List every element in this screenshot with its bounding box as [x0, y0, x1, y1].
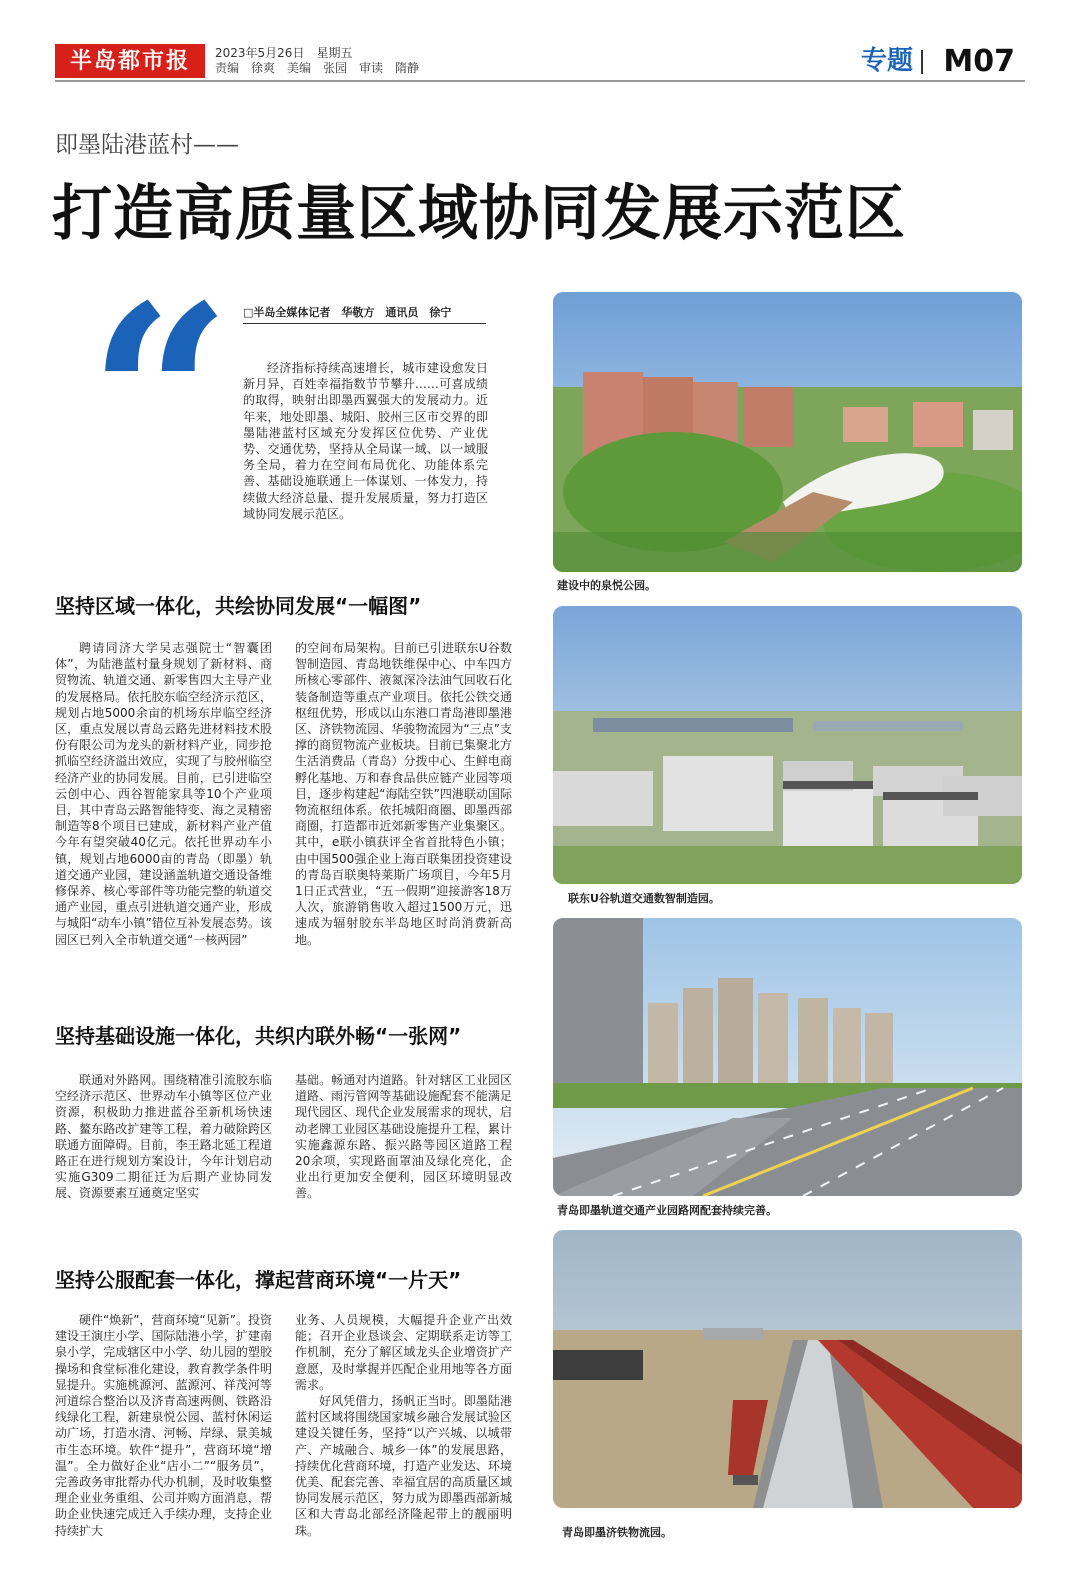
- paragraph: 硬件“焕新”，营商环境“见新”。投资建设王演庄小学、国际陆港小学，扩建南泉小学，完成辖区中小学、幼儿园的塑胶操场和食堂标准化建设，教育教学条件明显提升。实施桃源河、蓝源河、祥茂河等河道综合整治以及济青高速两侧、铁路沿线绿化工程，新建泉悦公园、蓝村休闲运动广场，打造水清、河畅、岸绿、景美城市生态环境。软件“提升”，营商环境“增温”。全力做好企业“店小二”“服务员”，完善政务审批帮办代办机制，及时收集整理企业业务重组、公司并购方面消息，帮助企业快速完成迁入手续办理，支持企业持续扩大: [55, 1313, 272, 1538]
- paragraph: 业务、人员规模，大幅提升企业产出效能；召开企业恳谈会、定期联系走访等工作机制，充分了解区域龙头企业增资扩产意愿，及时掌握并匹配企业用地等各方面需求。: [295, 1313, 512, 1392]
- issue-date: 2023年5月26日 星期五: [215, 46, 353, 60]
- section-3-column-1: [55, 1312, 272, 1539]
- byline: □半岛全媒体记者 华敬方 通讯员 徐宁: [243, 304, 486, 324]
- section-heading: 坚持公服配套一体化，撑起营商环境“一片天”: [55, 1268, 462, 1292]
- masthead-logo: 半岛都市报: [55, 44, 205, 78]
- section-2-column-2: [295, 1072, 512, 1202]
- paragraph: 联通对外路网。围绕精准引流胶东临空经济示范区、世界动车小镇等区位产业资源，积极助力推进蓝谷至新机场快速路、鳌东路改扩建等工程，着力破除跨区联通方面障碍。目前，李王路北延工程道路正在进行规划方案设计，今年计划启动实施G309二期征迁为后期产业协同发展、资源要素互通奠定坚实: [55, 1073, 272, 1201]
- editor-credits: 责编 徐爽 美编 张园 审读 隋静: [215, 61, 420, 75]
- road-highrise-image: [553, 918, 1022, 1196]
- photo-logistics: [553, 1230, 1022, 1508]
- industrial-park-image: [553, 606, 1022, 884]
- section-label: 专题: [860, 46, 913, 76]
- park-aerial-image: [553, 292, 1022, 572]
- header-divider: [921, 50, 923, 74]
- paragraph: 聘请同济大学吴志强院士“智囊团体”，为陆港蓝村量身规划了新材料、商贸物流、轨道交通、新零售四大主导产业的发展格局。依托胶东临空经济示范区，规划占地5000余亩的机场东岸临空经济区，重点发展以青岛云路先进材料技术股份有限公司为龙头的新材料产业，同步抢抓临空经济溢出效应，实现了与胶州临空经济产业的协同发展。目前，已引进临空云创中心、西谷智能家具等10个产业项目，其中青岛云路智能特变、海之灵精密制造等8个项目已建成，新材料产业产值今年有望突破40亿元。依托世界动车小镇，规划占地6000亩的青岛（即墨）轨道交通产业园，建设涵盖轨道交通设备维修保养、核心零部件等功能完整的轨道交通产业园，重点引进轨道交通产业，形成与城阳“动车小镇”错位互补发展态势。该园区已列入全市轨道交通“一核两园”: [55, 641, 272, 947]
- paragraph: 好风凭借力，扬帆正当时。即墨陆港蓝村区域将围绕国家城乡融合发展试验区建设关键任务，坚持“以产兴城、以城带产、产城融合、城乡一体”的发展思路，持续优化营商环境，打造产业发达、环境优美、配套完善、幸福宜居的高质量区域协同发展示范区，努力成为即墨西部新城区和大青岛北部经济隆起带上的靓丽明珠。: [295, 1394, 512, 1538]
- lead-paragraph: 经济指标持续高速增长，城市建设愈发日新月异，百姓幸福指数节节攀升……可喜成绩的取得，映射出即墨西翼强大的发展动力。近年来，地处即墨、城阳、胶州三区市交界的即墨陆港蓝村区域充分发挥区位优势、产业优势、交通优势，坚持从全局谋一域、以一域服务全局，着力在空间布局优化、功能体系完善、基础设施联通上一体谋划、一体发力，持续做大经济总量、提升发展质量，努力打造区域协同发展示范区。: [243, 361, 488, 521]
- section-1-column-1: [55, 640, 272, 948]
- quote-mark-icon: “: [88, 250, 232, 544]
- issue-meta: [215, 46, 419, 76]
- paragraph: 的空间布局架构。目前已引进联东U谷数智制造园、青岛地铁维保中心、中车四方所核心零部件、液氮深冷法油气回收石化装备制造等重点产业项目。依托公铁交通枢纽优势，形成以山东港口青岛港即墨港区、济铁物流园、华骏物流园为“三点”支撑的商贸物流产业板块。目前已集聚北方生活消费品（青岛）分拨中心、生鲜电商孵化基地、万和春食品供应链产业园等项目，逐步构建起“海陆空铁”四港联动国际物流枢纽体系。依托城阳商圈、即墨西部商圈，打造都市近郊新零售产业集聚区。其中，e联小镇获评全省首批特色小镇；由中国500强企业上海百联集团投资建设的青岛百联奥特莱斯广场项目，今年5月1日正式营业，“五一假期”迎接游客18万人次，旅游销售收入超过1500万元，迅速成为辐射胶东半岛地区时尚消费新高地。: [295, 641, 512, 947]
- photo-industrial-park: [553, 606, 1022, 884]
- photo-caption: 联东U谷轨道交通数智制造园。: [568, 892, 720, 905]
- photo-caption: 青岛即墨轨道交通产业园路网配套持续完善。: [557, 1204, 777, 1217]
- paragraph: 基础。畅通对内道路。针对辖区工业园区道路、雨污管网等基础设施配套不能满足现代园区、现代企业发展需求的现状，启动老牌工业园区基础设施提升工程，累计实施鑫源东路、振兴路等园区道路工程20余项，实现路面罩油及绿化亮化，企业出行更加安全便利，园区环境明显改善。: [295, 1073, 512, 1201]
- photo-road: [553, 918, 1022, 1196]
- section-3-column-2: [295, 1312, 512, 1539]
- photo-caption: 建设中的泉悦公园。: [557, 579, 656, 592]
- section-heading: 坚持区域一体化，共绘协同发展“一幅图”: [55, 594, 422, 618]
- section-1-column-2: [295, 640, 512, 948]
- photo-park: [553, 292, 1022, 572]
- article-headline: 打造高质量区域协同发展示范区: [52, 179, 906, 249]
- page-header: [55, 44, 1025, 82]
- page-number: M07: [943, 44, 1015, 79]
- section-2-column-1: [55, 1072, 272, 1202]
- section-heading: 坚持基础设施一体化，共织内联外畅“一张网”: [55, 1024, 462, 1048]
- photo-caption: 青岛即墨济铁物流园。: [562, 1526, 672, 1539]
- logistics-rail-image: [553, 1230, 1022, 1508]
- article-kicker: 即墨陆港蓝村——: [55, 132, 239, 158]
